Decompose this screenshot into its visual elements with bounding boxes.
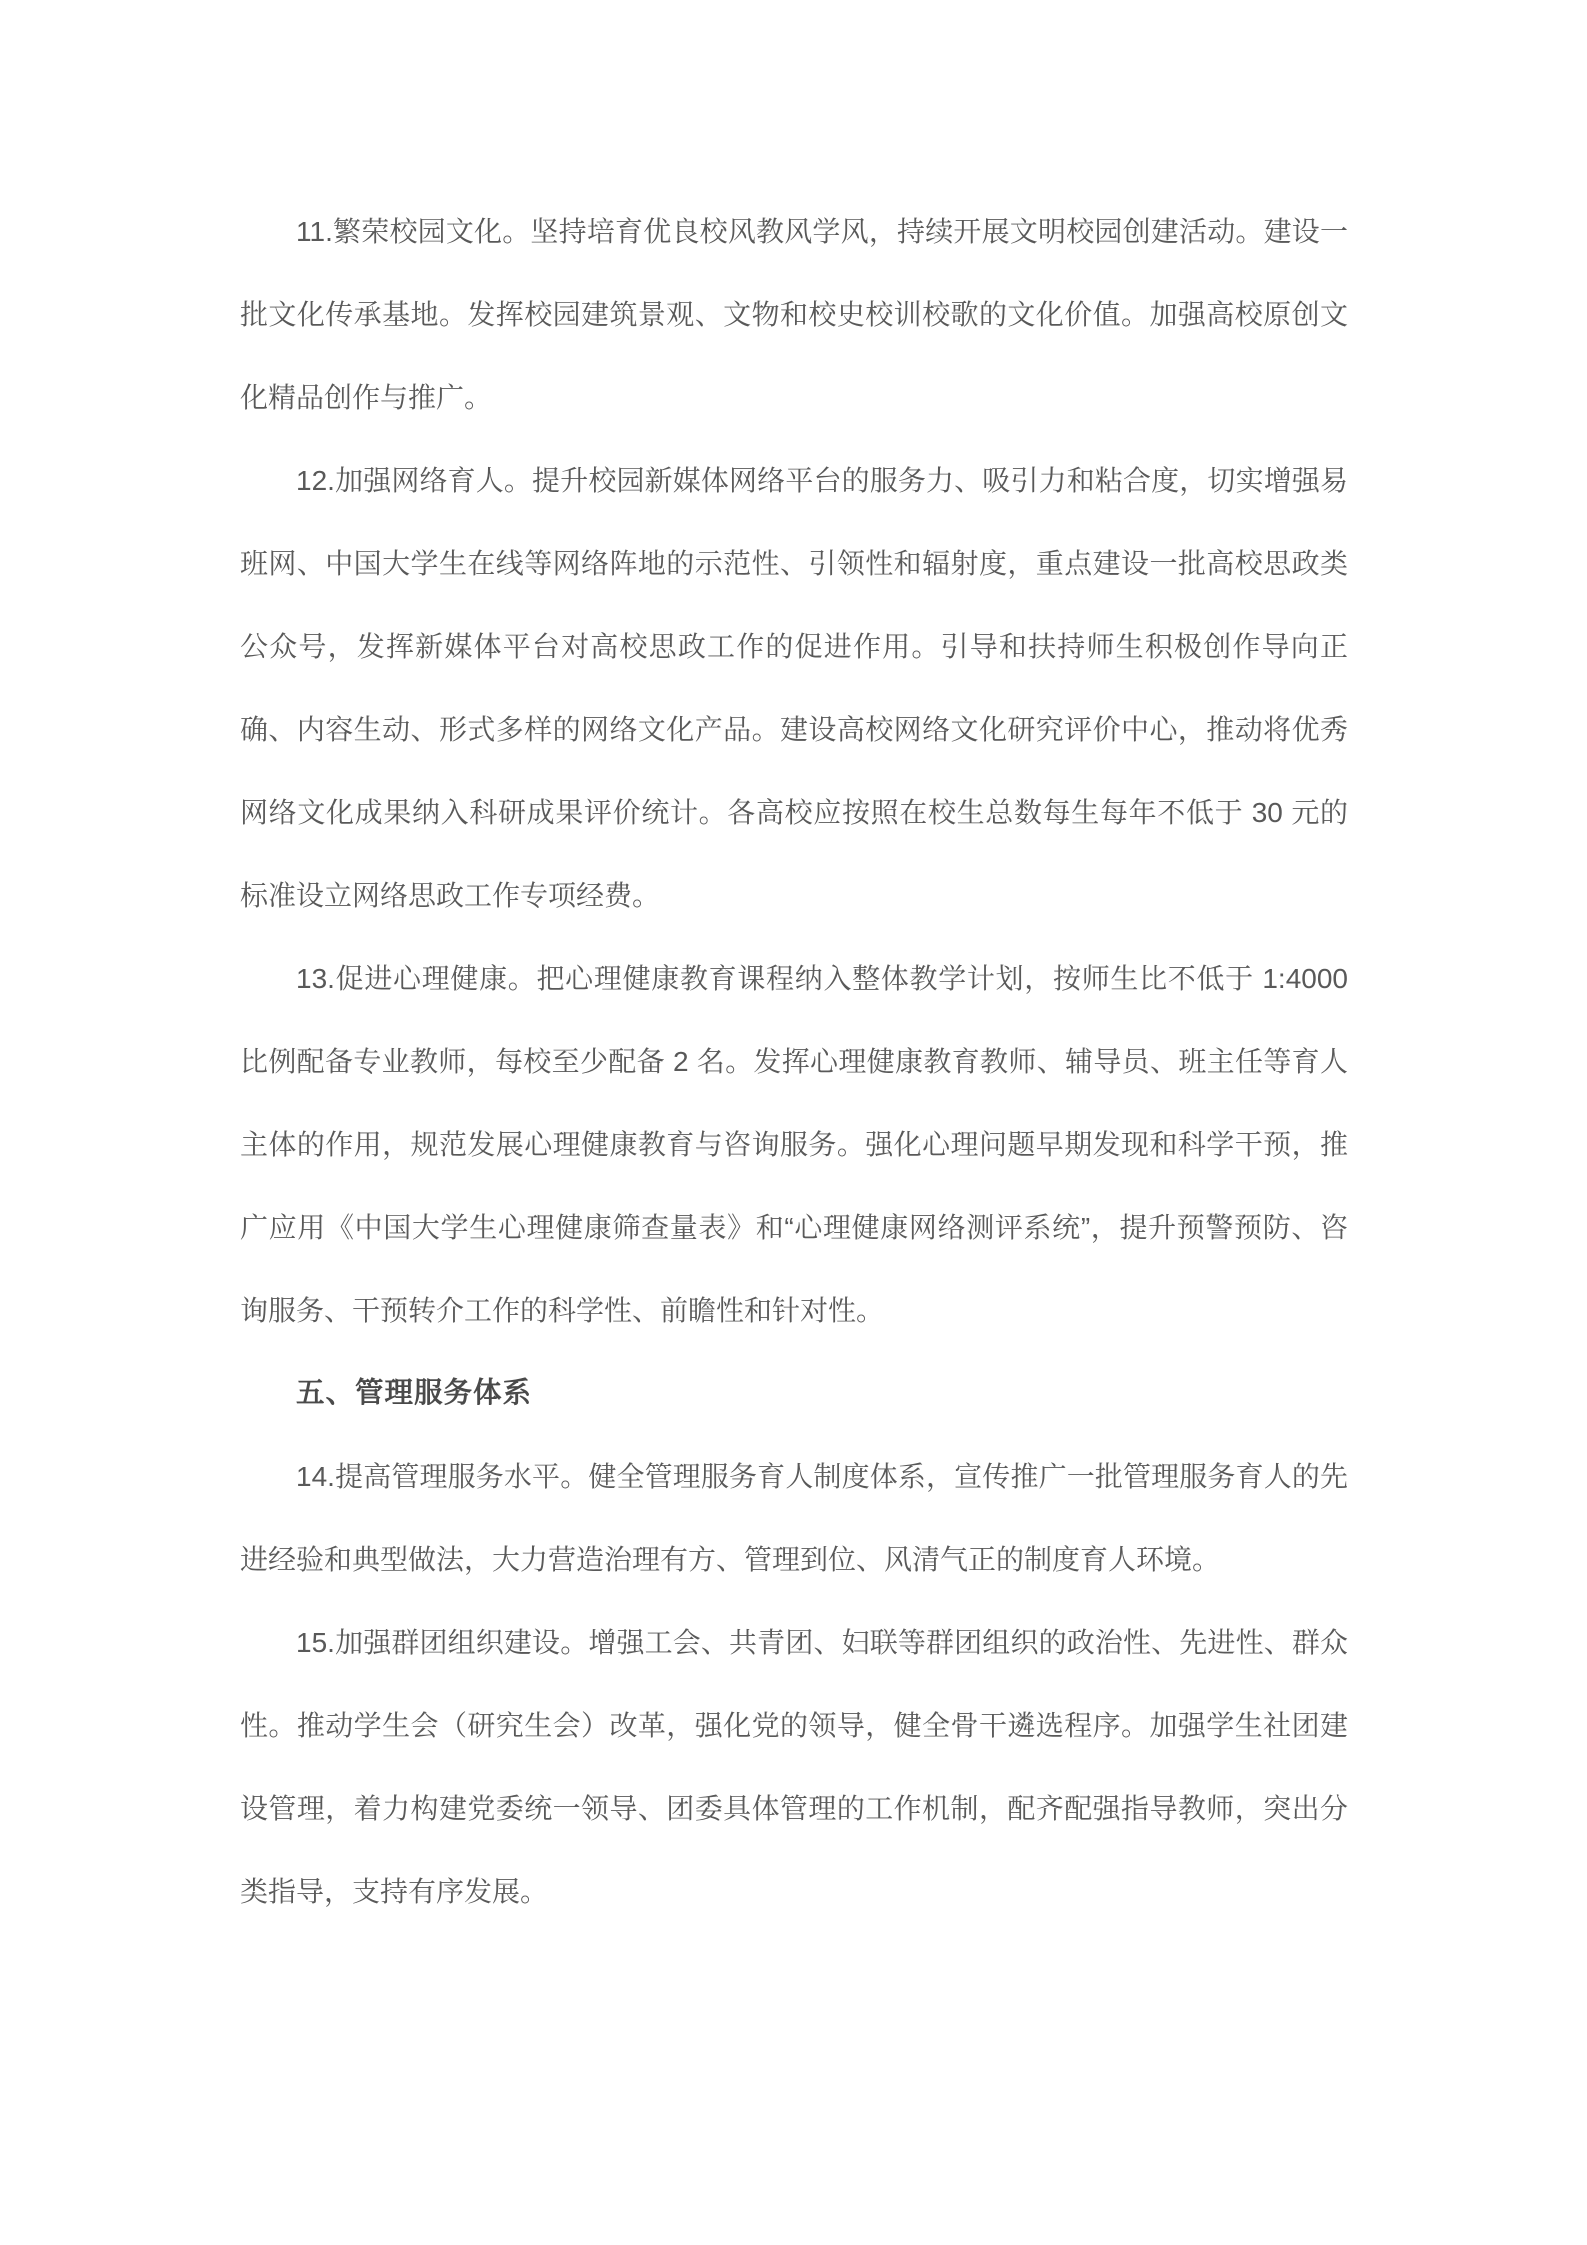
paragraph-12-network-education: 12.加强网络育人。提升校园新媒体网络平台的服务力、吸引力和粘合度，切实增强易班网、中国大学生在线等网络阵地的示范性、引领性和辐射度，重点建设一批高校思政类公众号，发挥新媒体平台对高校思政工作的促进作用。引导和扶持师生积极创作导向正确、内容生动、形式多样的网络文化产品。建设高校网络文化研究评价中心，推动将优秀网络文化成果纳入科研成果评价统计。各高校应按照在校生总数每生每年不低于 30 元的标准设立网络思政工作专项经费。 (240, 465, 1348, 911)
section-heading-management-service-system: 五、管理服务体系 (296, 1377, 533, 1409)
paragraph-13-mental-health: 13.促进心理健康。把心理健康教育课程纳入整体教学计划，按师生比不低于 1:4000 比例配备专业教师，每校至少配备 2 名。发挥心理健康教育教师、辅导员、班主任等育人主体的作用，规范发展心理健康教育与咨询服务。强化心理问题早期发现和科学干预，推广应用《中国大学生心理健康筛查量表》和“心理健康网络测评系统”，提升预警预防、咨询服务、干预转介工作的科学性、前瞻性和针对性。 (240, 963, 1348, 1326)
paragraph-14-management-service: 14.提高管理服务水平。健全管理服务育人制度体系，宣传推广一批管理服务育人的先进经验和典型做法，大力营造治理有方、管理到位、风清气正的制度育人环境。 (240, 1461, 1348, 1575)
paragraph-11-campus-culture: 11.繁荣校园文化。坚持培育优良校风教风学风，持续开展文明校园创建活动。建设一批文化传承基地。发挥校园建筑景观、文物和校史校训校歌的文化价值。加强高校原创文化精品创作与推广。 (240, 216, 1348, 413)
paragraph-15-mass-organizations: 15.加强群团组织建设。增强工会、共青团、妇联等群团组织的政治性、先进性、群众性。推动学生会（研究生会）改革，强化党的领导，健全骨干遴选程序。加强学生社团建设管理，着力构建党委统一领导、团委具体管理的工作机制，配齐配强指导教师，突出分类指导，支持有序发展。 (240, 1627, 1348, 1907)
